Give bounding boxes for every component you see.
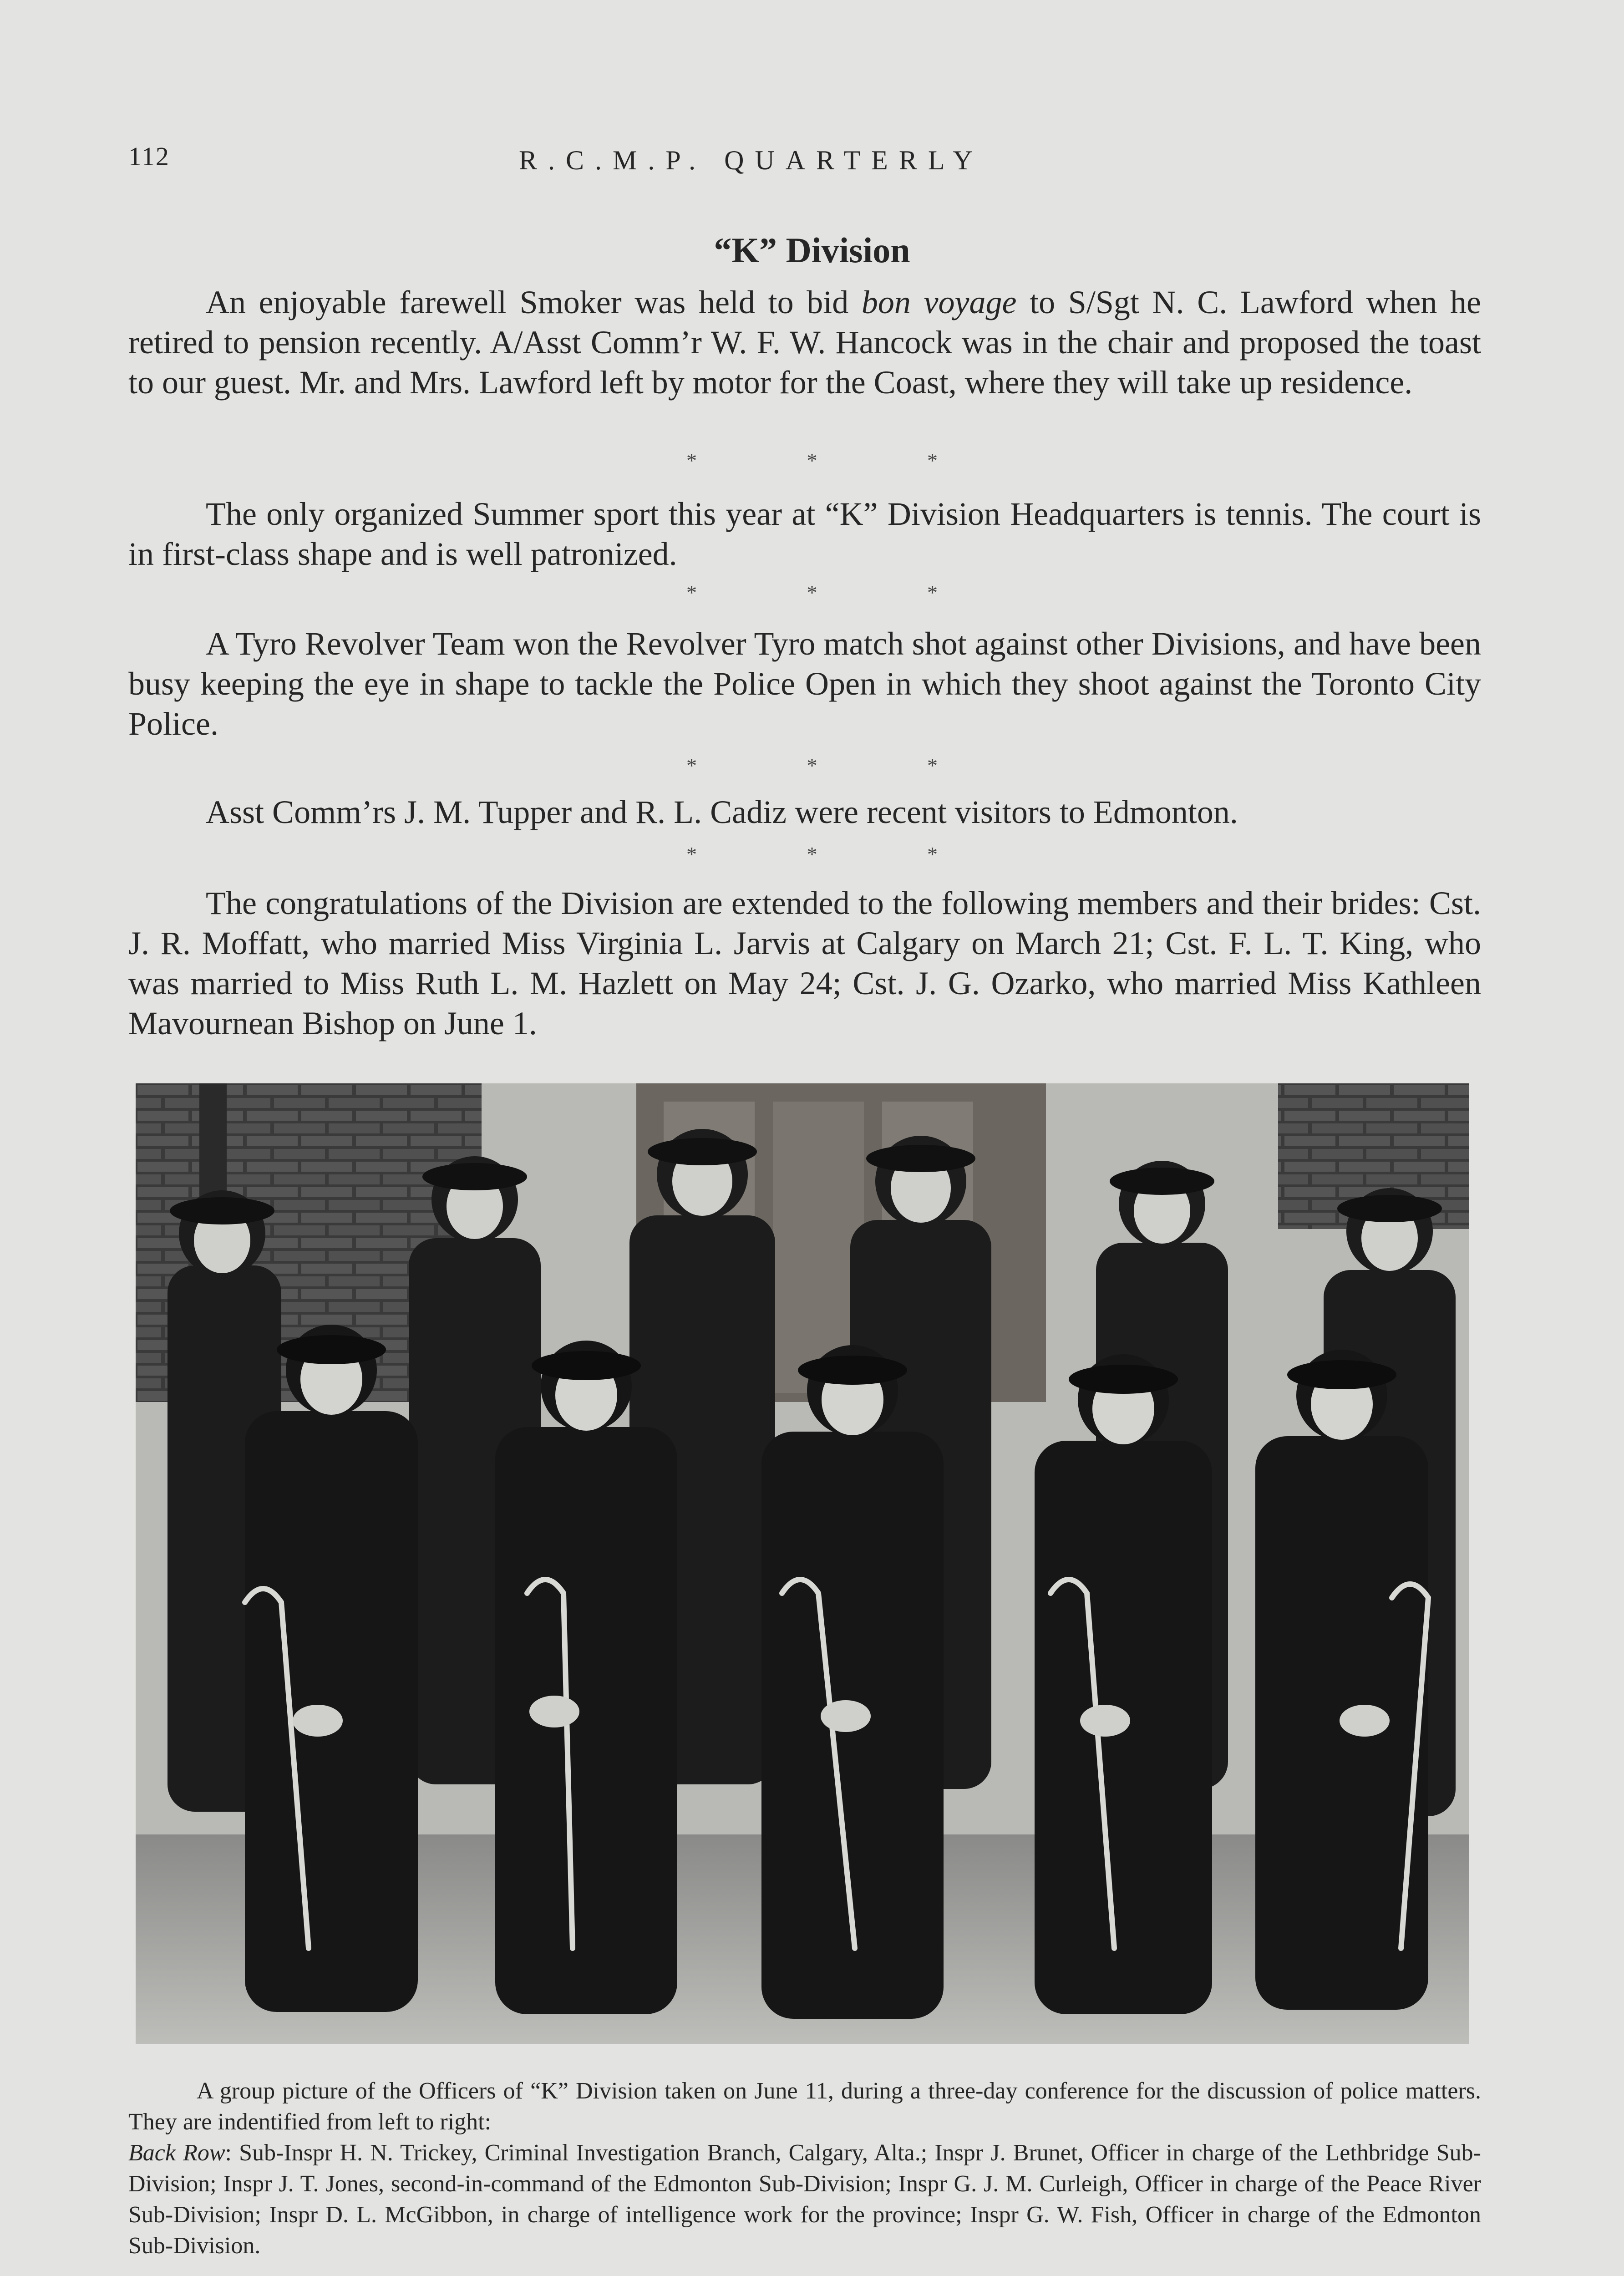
section-title: “K” Division	[714, 230, 910, 270]
separator-asterisks: * * *	[686, 754, 938, 777]
paragraph-congratulations-text: The congratulations of the Division are extended to the following members and their brides: Cst. J. R. Moffatt, who married Miss Virginia L. Jarvis at Calgary on March 21; Cst. F. L. T. King, who was married to Miss Ruth L. M. Hazlett on May 24; Cst. J. G. Ozarko, who married Miss Kathleen Mavournean Bishop on June 1.	[128, 885, 1481, 1041]
paragraph-tennis-text: The only organized Summer sport this year at “K” Division Headquarters is tennis. The court is in first-class shape and is well patronized.	[128, 496, 1481, 572]
paragraph-smoker-text-b: to S/Sgt N. C. Lawford when he retired to pension recently. A/Asst Comm’r W. F. W. Hancock was in the chair and proposed the toast to our guest. Mr. and Mrs. Lawford left by motor for the Coast, where they will take up residence.	[128, 284, 1482, 401]
paragraph-revolver-text: A Tyro Revolver Team won the Revolver Tyro match shot against other Divisions, and have been busy keeping the eye in shape to tackle the Police Open in which they shoot against the Toronto City Police.	[128, 625, 1481, 742]
photo-caption-intro	[128, 2076, 1481, 2138]
running-header: R.C.M.P. QUARTERLY	[519, 145, 984, 175]
photo-caption-intro-text: A group picture of the Officers of “K” Division taken on June 11, during a three-day conference for the discussion of police matters. They are indentified from left to right:	[128, 2078, 1481, 2135]
page-number: 112	[128, 142, 170, 171]
separator-asterisks: * * *	[686, 581, 938, 604]
paragraph-smoker	[128, 282, 1481, 402]
group-photo	[136, 1083, 1469, 2044]
paragraph-congratulations	[128, 883, 1481, 1043]
paragraph-revolver	[128, 624, 1481, 744]
paragraph-smoker-text-a: An enjoyable farewell Smoker was held to bid	[206, 284, 862, 320]
paragraph-smoker-italic: bon voyage	[861, 284, 1017, 320]
separator-asterisks: * * *	[686, 449, 938, 472]
group-photo-illustration	[136, 1083, 1469, 2044]
photo-caption-back-row	[128, 2138, 1481, 2261]
paragraph-visitors	[128, 792, 1481, 832]
back-row-label: Back Row	[128, 2140, 225, 2166]
separator-asterisks: * * *	[686, 843, 938, 866]
paragraph-visitors-text: Asst Comm’rs J. M. Tupper and R. L. Cadiz were recent visitors to Edmonton.	[206, 794, 1238, 830]
paragraph-tennis	[128, 494, 1481, 574]
back-row-text: : Sub-Inspr H. N. Trickey, Criminal Investigation Branch, Calgary, Alta.; Inspr J. Brunet, Officer in charge of the Lethbridge Sub-Division; Inspr J. T. Jones, second-in-command of the Edmonton Sub-Division; Inspr G. J. M. Curleigh, Officer in charge of the Peace River Sub-Division; Inspr D. L. McGibbon, in charge of intelligence work for the province; Inspr G. W. Fish, Officer in charge of the Edmonton Sub-Division.	[128, 2140, 1481, 2259]
